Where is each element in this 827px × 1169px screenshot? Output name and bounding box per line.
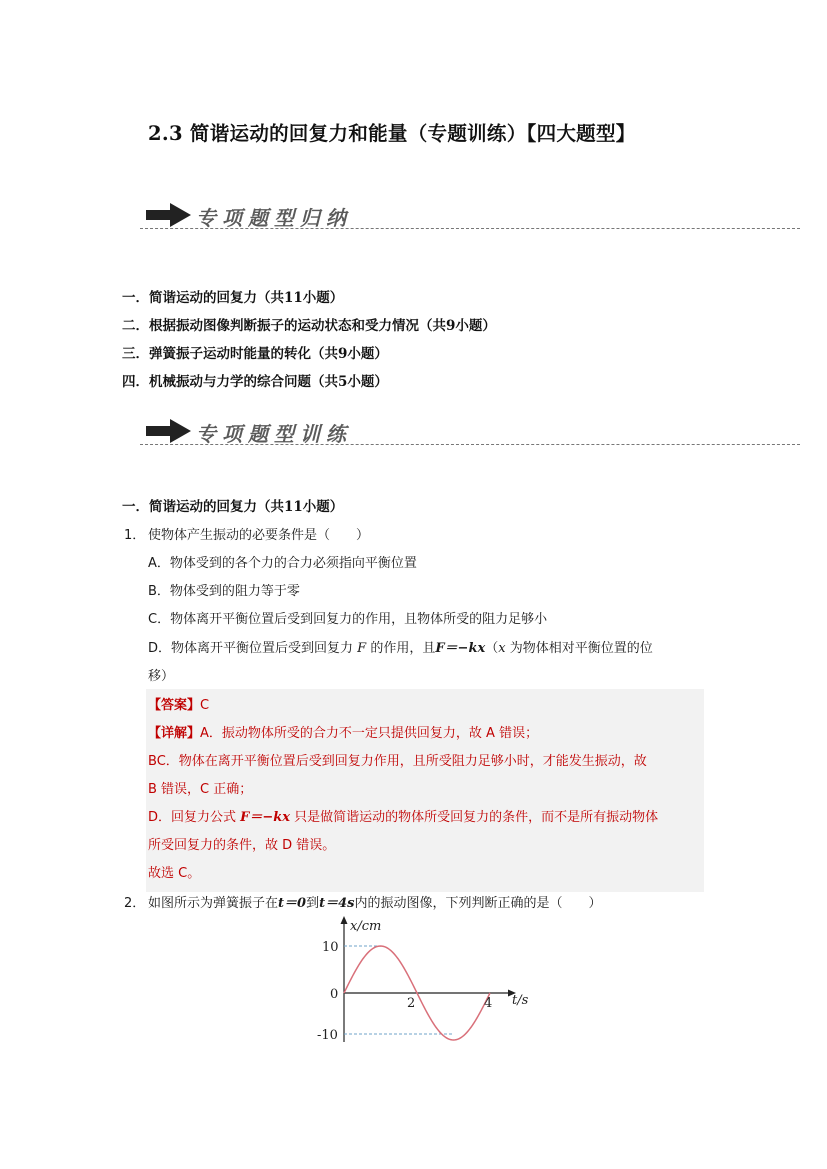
detail-line: BC．物体在离开平衡位置后受到回复力作用，且所受阻力足够小时，才能发生振动，故 xyxy=(148,754,647,769)
answer-line xyxy=(148,694,209,713)
question-stem xyxy=(148,892,601,911)
option-d-text: 为物体相对平衡位置的位 xyxy=(505,641,653,656)
divider xyxy=(140,444,800,445)
detail-label: 【详解】 xyxy=(148,726,201,741)
option-d-text: 的作用，且 xyxy=(366,641,436,656)
vibration-graph xyxy=(300,912,540,1052)
symbol-f: F xyxy=(357,641,367,656)
option-d-continued: 移） xyxy=(148,669,175,684)
question-number: 1． xyxy=(124,528,146,543)
y-axis-arrow xyxy=(341,916,348,924)
page-title: 2.3 简谐运动的回复力和能量（专题训练）【四大题型】 xyxy=(148,122,636,145)
answer-value: C xyxy=(200,698,210,713)
option-d-text: D．物体离开平衡位置后受到回复力 xyxy=(148,641,358,656)
y-axis-label: x/cm xyxy=(350,919,382,934)
symbol-x: x xyxy=(498,641,506,656)
formula: F＝−kx xyxy=(435,641,486,656)
arrow-icon xyxy=(146,202,192,228)
option-d-text: （ xyxy=(485,641,499,656)
option-a[interactable]: A．物体受到的各个力的合力必须指向平衡位置 xyxy=(148,556,417,571)
tick-label: -10 xyxy=(317,1028,338,1043)
detail-line: B 错误，C 正确； xyxy=(148,782,253,797)
divider xyxy=(140,228,800,229)
tick-label: 2 xyxy=(407,996,416,1011)
detail-text: 只是做简谐运动的物体所受回复力的条件，而不是所有振动物体 xyxy=(290,810,659,825)
tick-label: 4 xyxy=(484,996,493,1011)
option-b[interactable]: B．物体受到的阻力等于零 xyxy=(148,584,300,599)
stem-text: 如图所示为弹簧振子在 xyxy=(148,896,279,911)
question-stem: 使物体产生振动的必要条件是（ ） xyxy=(148,528,370,543)
banner-label: 专项题型归纳 xyxy=(196,206,352,230)
tick-label: 0 xyxy=(330,987,339,1002)
banner-label: 专项题型训练 xyxy=(196,422,352,446)
option-d[interactable] xyxy=(148,637,653,656)
toc-item[interactable]: 四．机械振动与力学的综合问题（共5小题） xyxy=(122,374,388,390)
option-c[interactable]: C．物体离开平衡位置后受到回复力的作用，且物体所受的阻力足够小 xyxy=(148,612,548,627)
formula: F＝−kx xyxy=(240,810,291,825)
answer-label: 【答案】 xyxy=(148,698,201,713)
detail-line xyxy=(148,722,538,741)
section-banner-summary xyxy=(140,196,800,240)
toc-item[interactable]: 三．弹簧振子运动时能量的转化（共9小题） xyxy=(122,346,388,362)
section-banner-training xyxy=(140,412,800,456)
detail-line: 所受回复力的条件，故 D 错误。 xyxy=(148,838,336,853)
section-heading: 一．简谐运动的回复力（共11小题） xyxy=(122,499,344,515)
stem-text: 到 xyxy=(306,896,320,911)
x-axis-label: t/s xyxy=(512,993,529,1008)
formula: t＝4s xyxy=(319,896,355,911)
arrow-icon xyxy=(146,418,192,444)
detail-text: A．振动物体所受的合力不一定只提供回复力，故 A 错误； xyxy=(200,726,539,741)
toc-item[interactable]: 二．根据振动图像判断振子的运动状态和受力情况（共9小题） xyxy=(122,318,496,334)
question-number: 2． xyxy=(124,896,146,911)
formula: t＝0 xyxy=(278,896,307,911)
detail-line: 故选 C。 xyxy=(148,866,201,881)
detail-text: D．回复力公式 xyxy=(148,810,241,825)
tick-label: 10 xyxy=(322,940,339,955)
stem-text: 内的振动图像，下列判断正确的是（ ） xyxy=(354,896,602,911)
toc-item[interactable]: 一．简谐运动的回复力（共11小题） xyxy=(122,290,344,306)
detail-line xyxy=(148,806,658,825)
